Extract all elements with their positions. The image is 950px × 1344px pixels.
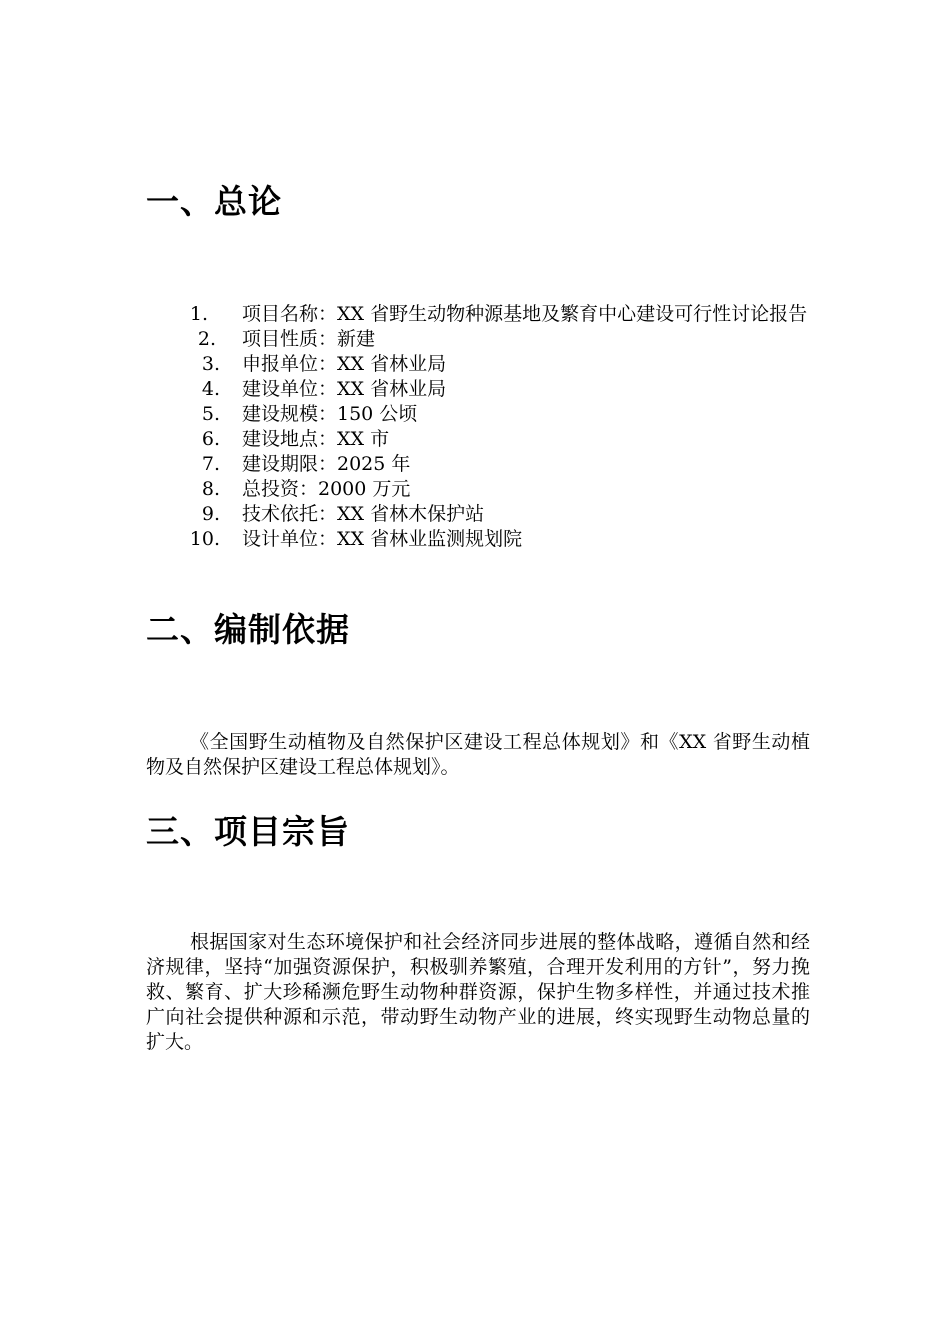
- list-item: [146, 527, 816, 552]
- basis-paragraph: 《全国野生动植物及自然保护区建设工程总体规划》和《XX 省野生动植物及自然保护区建设工程总体规划》。: [146, 731, 810, 778]
- list-item-text: 总投资：2000 万元: [242, 478, 411, 500]
- list-item: [146, 402, 816, 427]
- list-item-number: 2.: [197, 328, 216, 350]
- list-item: [146, 302, 816, 327]
- section-heading-purpose: 三、项目宗旨: [146, 812, 350, 851]
- list-item: [146, 477, 816, 502]
- list-item: [146, 452, 816, 477]
- list-item: [146, 377, 816, 402]
- list-item-text: 项目名称：XX 省野生动物种源基地及繁育中心建设可行性讨论报告: [242, 303, 808, 325]
- list-item-number: 8.: [201, 478, 220, 500]
- list-item: [146, 502, 816, 527]
- list-item-text: 建设地点：XX 市: [242, 428, 390, 450]
- list-item-number: 4.: [201, 378, 220, 400]
- list-item: [146, 327, 816, 352]
- list-item-number: 9.: [201, 503, 220, 525]
- list-item-number: 5.: [201, 403, 220, 425]
- list-item-text: 建设期限：2025 年: [242, 453, 411, 475]
- list-item-text: 项目性质：新建: [242, 328, 376, 350]
- list-item: [146, 427, 816, 452]
- list-item-number: 10.: [189, 528, 220, 550]
- list-item-text: 申报单位：XX 省林业局: [242, 353, 447, 375]
- purpose-paragraph: 根据国家对生态环境保护和社会经济同步进展的整体战略，遵循自然和经济规律，坚持“加强资源保护，积极驯养繁殖，合理开发利用的方针”，努力挽救、繁育、扩大珍稀濒危野生动物种群资源，保护生物多样性，并通过技术推广向社会提供种源和示范，带动野生动物产业的进展，终实现野生动物总量的扩大。: [146, 931, 810, 1053]
- list-item-text: 建设单位：XX 省林业局: [242, 378, 447, 400]
- section-heading-basis: 二、编制依据: [146, 610, 350, 649]
- section-heading-overview: 一、总论: [146, 182, 282, 221]
- list-item-text: 建设规模：150 公顷: [242, 403, 418, 425]
- list-item-number: 1.: [189, 303, 208, 325]
- list-item-text: 设计单位：XX 省林业监测规划院: [242, 528, 523, 550]
- project-info-list: [146, 302, 816, 552]
- list-item-number: 6.: [201, 428, 220, 450]
- list-item: [146, 352, 816, 377]
- list-item-number: 7.: [201, 453, 220, 475]
- list-item-number: 3.: [201, 353, 220, 375]
- list-item-text: 技术依托：XX 省林木保护站: [242, 503, 485, 525]
